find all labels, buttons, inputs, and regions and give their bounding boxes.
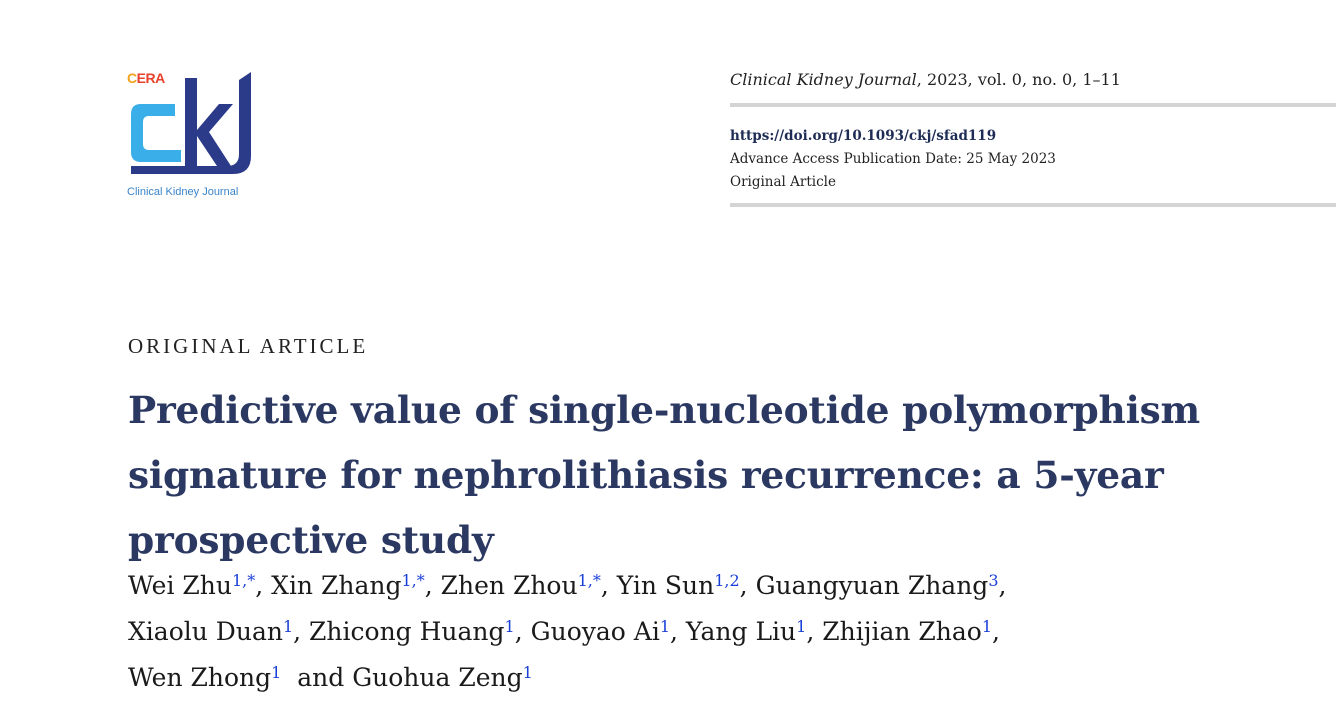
author-affiliation-link[interactable]: 3	[988, 571, 999, 590]
author-name	[128, 663, 281, 692]
publication-date: Advance Access Publication Date: 25 May 2023	[730, 151, 1056, 167]
author-separator: ,	[600, 571, 617, 600]
author-affiliation-link[interactable]: 1	[522, 663, 533, 682]
author-name	[441, 571, 601, 600]
author-name	[309, 617, 515, 646]
author-name-text: Xin Zhang	[271, 571, 402, 600]
author-separator: ,	[806, 617, 823, 646]
author-name-text: Xiaolu Duan	[128, 617, 283, 646]
author-separator: ,	[992, 617, 1000, 646]
author-name	[617, 571, 740, 600]
author-separator: ,	[998, 571, 1007, 600]
author-list	[128, 563, 1248, 701]
author-separator: ,	[293, 617, 310, 646]
author-affiliation-link[interactable]: 1	[271, 663, 282, 682]
author-name-text: Yang Liu	[685, 617, 797, 646]
article-title: Predictive value of single-nucleotide polymorphism signature for nephrolithiasis recurrence: a 5-year prospective study	[128, 388, 1201, 562]
ckj-logo-icon	[127, 70, 257, 190]
author-name	[271, 571, 425, 600]
doi-link[interactable]: https://doi.org/10.1093/ckj/sfad119	[730, 128, 997, 144]
journal-citation	[730, 70, 1121, 89]
journal-details: , 2023, vol. 0, no. 0, 1–11	[916, 70, 1121, 89]
author-separator: ,	[670, 617, 686, 646]
journal-logo	[127, 70, 257, 200]
author-name-text: Zhijian Zhao	[822, 617, 982, 646]
journal-name: Clinical Kidney Journal	[730, 70, 917, 89]
author-name-text: Wen Zhong	[128, 663, 272, 692]
era-logo-text: CERA	[127, 70, 165, 86]
author-name-text: Zhen Zhou	[440, 571, 578, 600]
author-name	[128, 617, 293, 646]
author-separator: ,	[424, 571, 441, 600]
article-type-label: ORIGINAL ARTICLE	[128, 334, 369, 358]
author-name-text: Guohua Zeng	[352, 663, 523, 692]
author-affiliation-link[interactable]: 1,*	[401, 571, 425, 590]
author-affiliation-link[interactable]: 1	[659, 617, 671, 636]
author-affiliation-link[interactable]: 1,*	[577, 571, 601, 590]
article-meta	[730, 125, 1056, 194]
article-category: Original Article	[730, 174, 836, 190]
author-name	[352, 663, 533, 692]
author-separator: and	[281, 663, 353, 692]
author-affiliation-link[interactable]: 1	[282, 617, 294, 636]
author-name-text: Guangyuan Zhang	[755, 571, 989, 600]
author-affiliation-link[interactable]: 1	[796, 617, 807, 636]
author-separator: ,	[255, 571, 272, 600]
author-affiliation-link[interactable]: 1	[504, 617, 515, 636]
author-affiliation-link[interactable]: 1,*	[231, 571, 256, 590]
author-name	[531, 617, 670, 646]
author-separator: ,	[739, 571, 756, 600]
author-affiliation-link[interactable]: 1,2	[714, 571, 740, 590]
author-name	[686, 617, 806, 646]
author-name	[822, 617, 992, 646]
author-name-text: Guoyao Ai	[530, 617, 660, 646]
logo-caption: Clinical Kidney Journal	[127, 186, 239, 198]
author-name	[756, 571, 999, 600]
author-name	[128, 571, 255, 600]
header-divider-bottom	[730, 203, 1336, 207]
header-divider-top	[730, 103, 1336, 107]
author-name-text: Zhicong Huang	[309, 617, 505, 646]
author-name-text: Yin Sun	[616, 571, 715, 600]
author-affiliation-link[interactable]: 1	[981, 617, 993, 636]
author-name-text: Wei Zhu	[128, 571, 232, 600]
author-separator: ,	[514, 617, 531, 646]
